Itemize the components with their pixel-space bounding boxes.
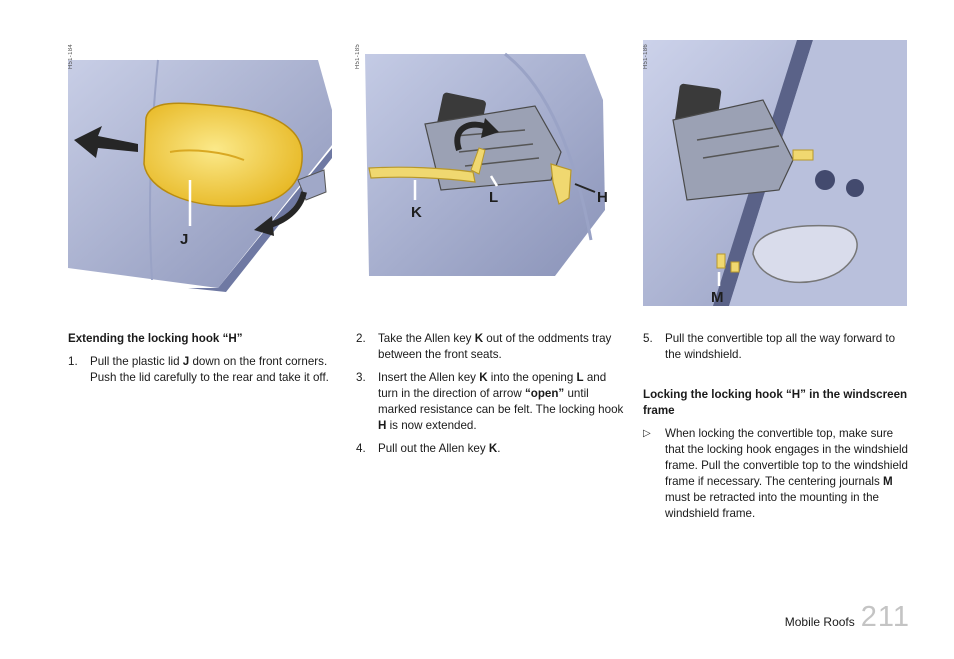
item-text: Pull out the Allen key [378,442,489,455]
item-number: 5. [643,332,653,345]
figure-code: H51-186 [643,44,649,70]
figure-code: H51-184 [68,44,74,70]
figure-2-illustration [355,40,619,306]
column-3 [643,331,911,529]
item-text: Take the Allen key [378,332,475,345]
section-heading: Extending the locking hook “H” [68,332,243,345]
list-item-4 [356,441,624,457]
label-j: J [180,231,189,248]
label-k: K [411,204,422,221]
column-1 [68,331,336,393]
item-bold: “open” [524,387,565,400]
item-number: 1. [68,355,78,368]
item-text: Pull the plastic lid [90,355,183,368]
item-text: into the opening [487,371,577,384]
locking-hook [793,150,813,160]
item-text: and turn in the direction of arrow [378,371,607,400]
item-text: down on the front corners. Push the lid carefully to the rear and take it off. [90,355,329,384]
item-text: until marked resistance can be felt. The locking hook [378,387,624,416]
list-item-1 [68,354,336,386]
figure-code: H51-185 [355,44,361,70]
centering-journal [717,254,725,268]
item-number: 4. [356,442,366,455]
bullet-item [643,426,911,522]
column-2 [356,331,624,464]
section-heading: Locking the locking hook “H” in the windscreen frame [643,388,908,417]
item-bold: L [576,371,584,384]
item-number: 2. [356,332,366,345]
figure-3 [643,40,907,306]
item-text: is now extended. [386,419,477,432]
page-footer [785,601,910,634]
item-number: 3. [356,371,366,384]
item-bold: H [378,419,387,432]
figure-1 [68,40,332,306]
triangle-bullet-icon: ▷ [643,428,651,439]
item-text: When locking the convertible top, make sure that the locking hook engages in the windshield frame. Pull the convertible top to the windshield frame if necessary. The centering journals [665,427,908,488]
page-number: 211 [860,601,910,633]
label-h: H [597,189,608,206]
label-m: M [711,289,724,306]
figure-1-illustration [68,40,332,306]
item-bold: K [474,332,484,345]
label-l: L [489,189,499,206]
list-item-2 [356,331,624,363]
list-item-3 [356,370,624,434]
figure-3-illustration [643,40,907,306]
item-bold: K [479,371,488,384]
item-bold: J [182,355,190,368]
item-bold: K [488,442,498,455]
item-text: Insert the Allen key [378,371,480,384]
figure-2 [355,40,619,306]
section-title: Mobile Roofs [784,615,855,629]
list-item-5 [643,331,911,363]
item-text: out of the oddments tray between the front seats. [378,332,612,361]
item-text: must be retracted into the mounting in the windshield frame. [665,491,879,520]
item-text: . [497,442,501,455]
item-text: Pull the convertible top all the way forward to the windshield. [665,332,896,361]
item-bold: M [883,475,893,488]
